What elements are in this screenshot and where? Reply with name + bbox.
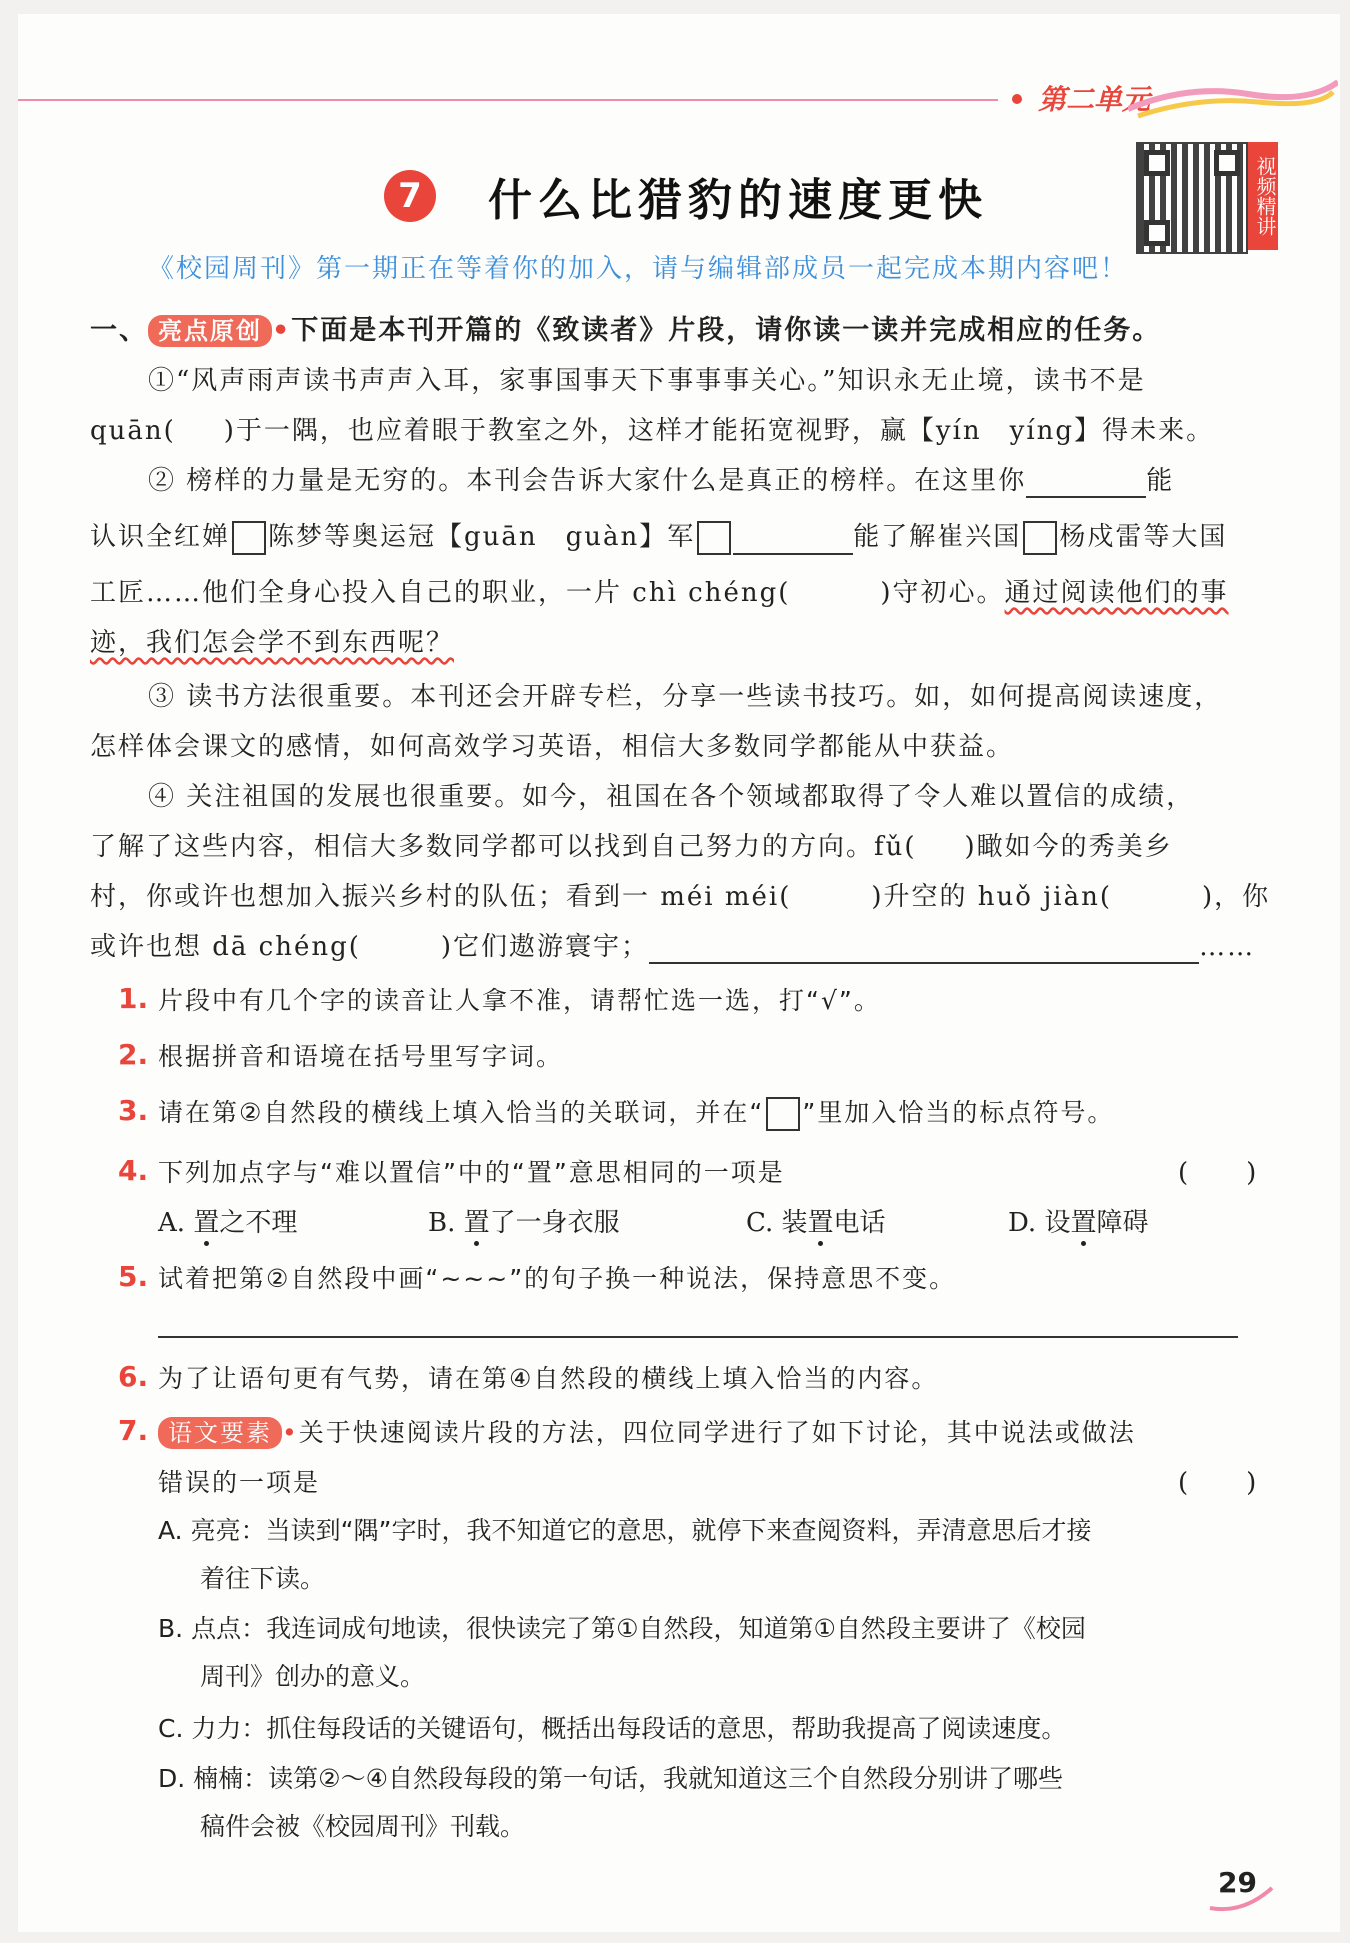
section-marker: 一、 (90, 315, 148, 346)
passage-line: 迹，我们怎会学不到东西呢？ (90, 628, 455, 658)
punctuation-box[interactable] (697, 521, 731, 555)
option-b-cont: 周刊》创办的意义。 (200, 1662, 426, 1691)
page-swoosh-icon (1208, 1884, 1278, 1914)
question-text: 下列加点字与“难以置信”中的“置”意思相同的一项是 (158, 1158, 785, 1187)
punctuation-box[interactable] (1023, 521, 1057, 555)
option-c[interactable]: C. 装置电话 (746, 1208, 886, 1238)
option-b[interactable]: B. 点点：我连词成句地读，很快读完了第①自然段，知道第①自然段主要讲了《校园 (158, 1614, 1086, 1643)
blank-line[interactable] (1026, 466, 1146, 498)
question-number: 5. (118, 1260, 149, 1293)
qr-code-icon[interactable] (1136, 142, 1248, 254)
answer-paren[interactable]: ( ) (1178, 1468, 1259, 1498)
blank-line[interactable] (649, 932, 1199, 964)
page-subtitle: 《校园周刊》第一期正在等着你的加入，请与编辑部成员一起完成本期内容吧！ (148, 254, 1129, 284)
option-d[interactable]: D. 设置障碍 (1008, 1208, 1149, 1238)
lesson-number-badge: 7 (384, 170, 436, 222)
passage-line: ③ 读书方法很重要。本刊还会开辟专栏，分享一些读书技巧。如，如何提高阅读速度， (148, 682, 1223, 712)
section-tag: 亮点原创 (148, 315, 272, 347)
passage-line: ①“风声雨声读书声声入耳，家事国事天下事事事关心。”知识永无止境，读书不是 (148, 366, 1146, 396)
question-tag: 语文要素 (158, 1417, 282, 1449)
question-text: 请在第②自然段的横线上填入恰当的关联词，并在“ ”里加入恰当的标点符号。 (158, 1096, 1114, 1131)
tag-dot-icon: • (282, 1418, 299, 1447)
question-text: 为了让语句更有气势，请在第④自然段的横线上填入恰当的内容。 (158, 1364, 939, 1393)
question-text: 试着把第②自然段中画“~~~”的句子换一种说法，保持意思不变。 (158, 1264, 957, 1293)
lesson-title: 什么比猎豹的速度更快 (488, 175, 988, 226)
passage-line: ④ 关注祖国的发展也很重要。如今，祖国在各个领域都取得了令人难以置信的成绩， (148, 782, 1195, 812)
question-number: 7. (118, 1414, 149, 1447)
question-number: 2. (118, 1038, 149, 1071)
section-instruction: 下面是本刊开篇的《致读者》片段，请你读一读并完成相应的任务。 (291, 315, 1162, 346)
question-number: 1. (118, 982, 149, 1015)
passage-line: 怎样体会课文的感情，如何高效学习英语，相信大多数同学都能从中获益。 (90, 732, 1015, 762)
passage-line: ② 榜样的力量是无穷的。本刊会告诉大家什么是真正的榜样。在这里你 能 (148, 466, 1175, 496)
answer-paren[interactable]: ( ) (1178, 1158, 1259, 1188)
video-label[interactable]: 视频精讲 (1248, 142, 1278, 250)
question-text: 片段中有几个字的读音让人拿不准，请帮忙选一选，打“√”。 (158, 986, 881, 1015)
example-box (766, 1097, 800, 1131)
unit-label: 第二单元 (1038, 83, 1151, 116)
tag-dot-icon: • (272, 315, 292, 346)
question-text: 错误的一项是 (158, 1468, 321, 1497)
blank-line[interactable] (733, 523, 853, 555)
option-a-cont: 着往下读。 (200, 1564, 326, 1593)
option-c[interactable]: C. 力力：抓住每段话的关键语句，概括出每段话的意思，帮助我提高了阅读速度。 (158, 1714, 1067, 1743)
option-a[interactable]: A. 置之不理 (158, 1208, 298, 1238)
section-heading (90, 314, 1161, 348)
workbook-page (18, 14, 1340, 1932)
punctuation-box[interactable] (232, 521, 266, 555)
header-dot-icon (1012, 94, 1022, 104)
option-d-cont: 稿件会被《校园周刊》刊载。 (200, 1812, 526, 1841)
passage-line: 或许也想 dā chéng( )它们遨游寰宇； …… (90, 932, 1256, 962)
question-number: 3. (118, 1094, 149, 1127)
passage-line: 村，你或许也想加入振兴乡村的队伍；看到一 méi méi( )升空的 huǒ jiàn( )，你 (90, 882, 1271, 912)
passage-line: 了解了这些内容，相信大多数同学都可以找到自己努力的方向。fǔ( )瞰如今的秀美乡 (90, 832, 1173, 862)
question-number: 4. (118, 1154, 149, 1187)
question-text: 根据拼音和语境在括号里写字词。 (158, 1042, 564, 1071)
question-text: 语文要素 •关于快速阅读片段的方法，四位同学进行了如下讨论，其中说法或做法 (158, 1416, 1136, 1450)
passage-line: quān( )于一隅，也应着眼于教室之外，这样才能拓宽视野，赢【yín yíng】得未来。 (90, 416, 1215, 446)
answer-line[interactable] (158, 1336, 1238, 1338)
option-a[interactable]: A. 亮亮：当读到“隅”字时，我不知道它的意思，就停下来查阅资料，弄清意思后才接 (158, 1516, 1092, 1545)
header-swoosh-icon (1128, 74, 1338, 124)
question-number: 6. (118, 1360, 149, 1393)
option-d[interactable]: D. 楠楠：读第②～④自然段每段的第一句话，我就知道这三个自然段分别讲了哪些 (158, 1764, 1063, 1793)
header-rule (18, 99, 998, 101)
passage-line: 认识全红婵 陈梦等奥运冠【guān guàn】军 能了解崔兴国 杨戍雷等大国 (90, 520, 1227, 555)
page-number: 29 (1218, 1866, 1257, 1899)
option-b[interactable]: B. 置了一身衣服 (428, 1208, 620, 1238)
passage-line: 工匠……他们全身心投入自己的职业，一片 chì chéng( )守初心。通过阅读他们的事 (90, 578, 1229, 608)
